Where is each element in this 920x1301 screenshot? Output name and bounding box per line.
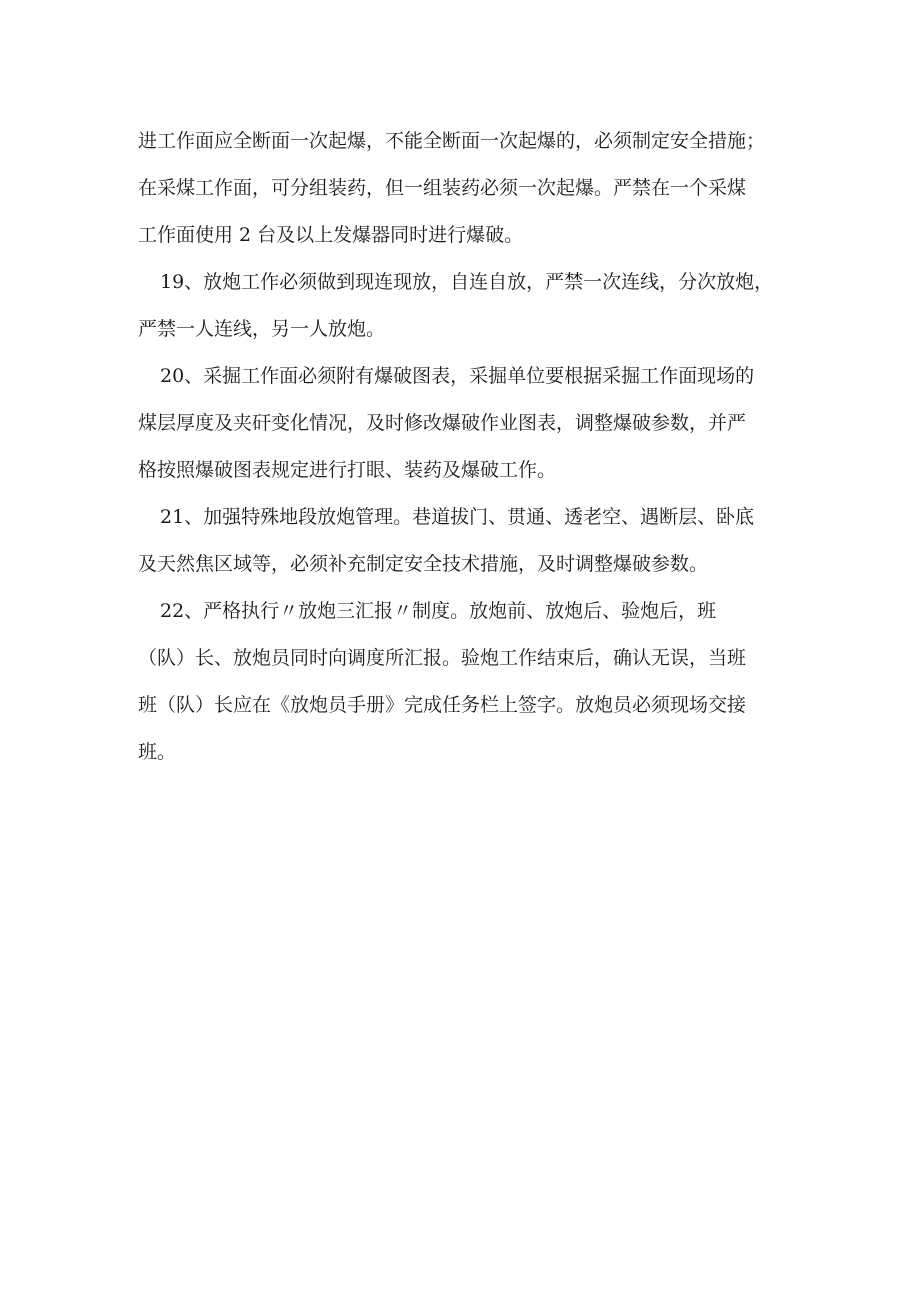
text-line: 19、放炮工作必须做到现连现放，自连自放，严禁一次连线，分次放炮， [160,271,774,293]
text-line: 格按照爆破图表规定进行打眼、装药及爆破工作。 [138,459,557,481]
text-line: 班。 [138,741,177,763]
text-line: 及天然焦区域等，必须补充制定安全技术措施，及时调整爆破参数。 [138,553,709,575]
text-line: 班（队）长应在《放炮员手册》完成任务栏上签字。放炮员必须现场交接 [138,694,747,716]
text-line: 在采煤工作面，可分组装药，但一组装药必须一次起爆。严禁在一个采煤 [138,177,747,199]
paragraph-item-20 [138,353,788,494]
paragraph-continuation [138,118,788,259]
text-line: 20、采掘工作面必须附有爆破图表，采掘单位要根据采掘工作面现场的 [160,365,755,387]
text-line: 严禁一人连线，另一人放炮。 [138,318,386,340]
text-line: 进工作面应全断面一次起爆，不能全断面一次起爆的，必须制定安全措施； [138,130,766,152]
document-body [138,118,788,776]
paragraph-item-21 [138,494,788,588]
text-line: 22、严格执行〃放炮三汇报〃制度。放炮前、放炮后、验炮后，班 [160,600,717,622]
text-line: 工作面使用 2 台及以上发爆器同时进行爆破。 [138,224,524,246]
paragraph-item-19 [138,259,788,353]
text-line: 21、加强特殊地段放炮管理。巷道拔门、贯通、透老空、遇断层、卧底 [160,506,755,528]
paragraph-item-22 [138,588,788,776]
text-line: （队）长、放炮员同时向调度所汇报。验炮工作结束后，确认无误，当班 [138,647,747,669]
text-line: 煤层厚度及夹矸变化情况，及时修改爆破作业图表，调整爆破参数，并严 [138,412,747,434]
